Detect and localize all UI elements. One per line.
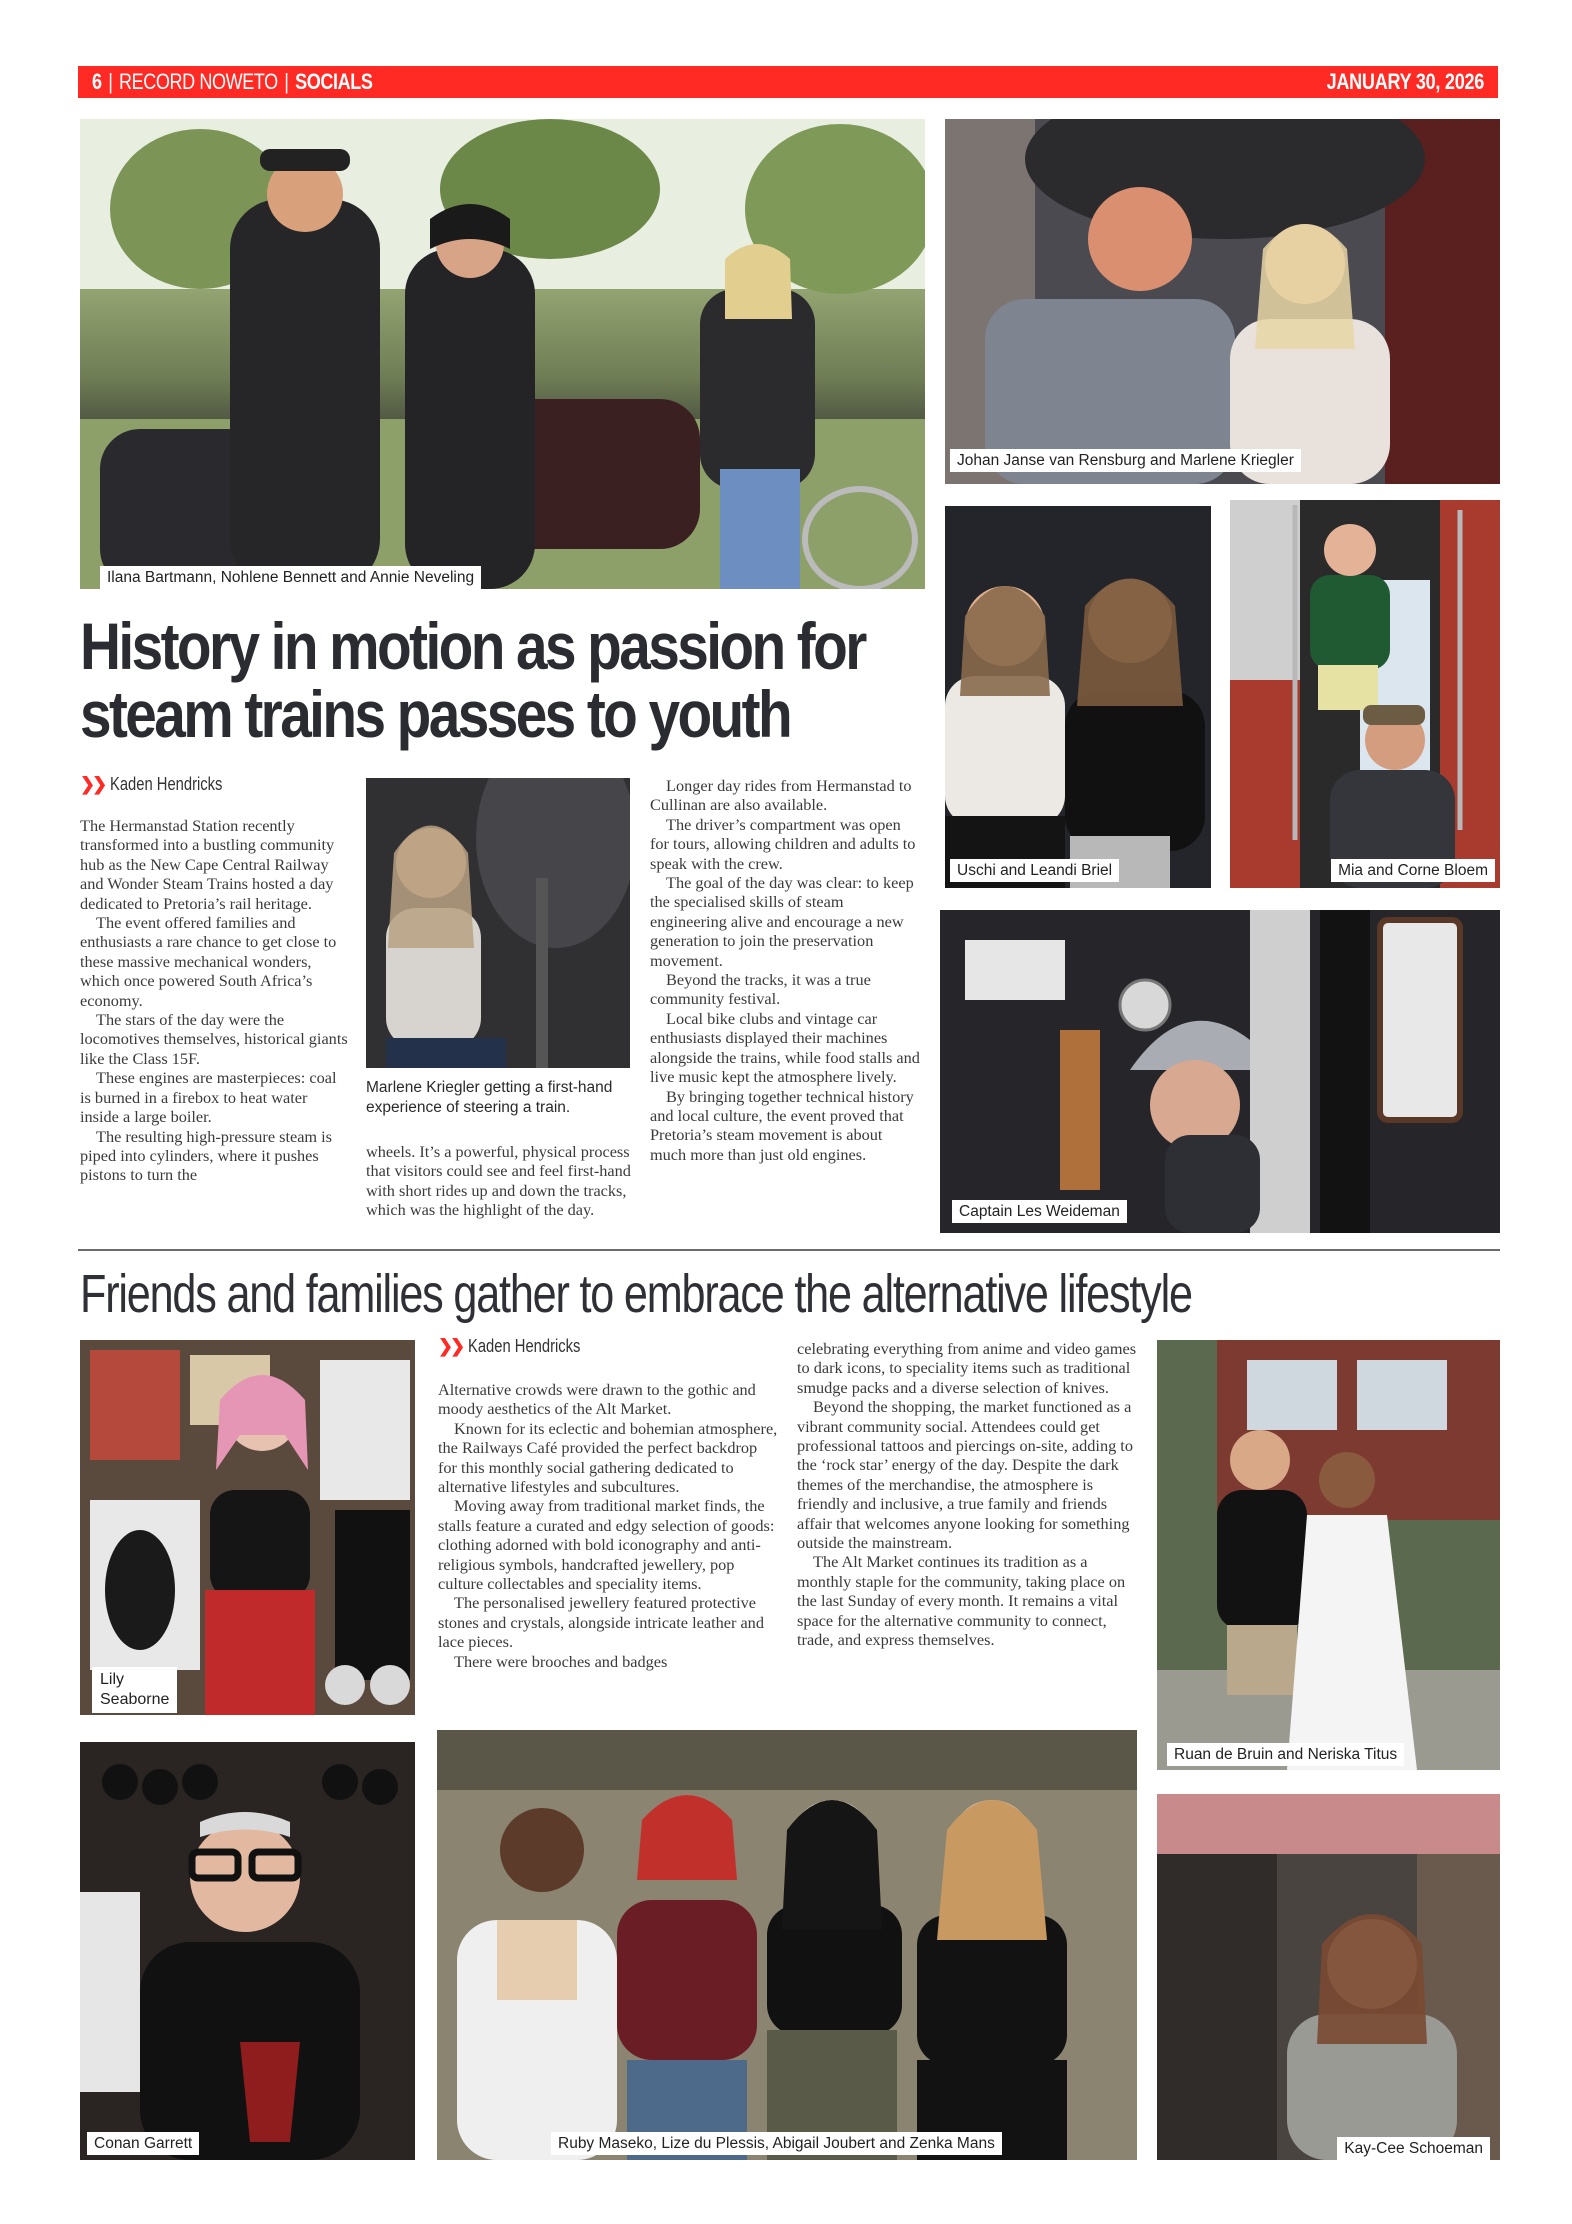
lily-illustration bbox=[80, 1340, 415, 1715]
paragraph: The goal of the day was clear: to keep the specialised skills of steam engineering alive and encourage a new generation to join the preservation movement. bbox=[650, 873, 914, 970]
caption-marlene-steering: Marlene Kriegler getting a first-hand experience of steering a train. bbox=[366, 1079, 613, 1116]
page-header-bar bbox=[78, 66, 1498, 98]
paragraph: Alternative crowds were drawn to the gothic and moody aesthetics of the Alt Market. bbox=[438, 1380, 756, 1419]
paragraph: Longer day rides from Hermanstad to Cullinan are also available. bbox=[650, 776, 912, 815]
paragraph: The event offered families and enthusiasts a rare chance to get close to these massive mechanical wonders, which once powered South Africa’s economy. bbox=[80, 913, 337, 1010]
issue-date: JANUARY 30, 2026 bbox=[1326, 69, 1484, 94]
paragraph: By bringing together technical history and local culture, the event proved that Pretoria’s steam movement is about much more than just old engines. bbox=[650, 1086, 914, 1164]
photo-group bbox=[437, 1730, 1137, 2160]
paragraph: Known for its eclectic and bohemian atmosphere, the Railways Café provided the perfect backdrop for this monthly social gathering dedicated to alternative lifestyles and subcultures. bbox=[438, 1418, 778, 1497]
article1-headline bbox=[80, 609, 940, 751]
article1-col2 bbox=[366, 1142, 638, 1220]
caption-bikers: Ilana Bartmann, Nohlene Bennett and Annie Neveling bbox=[100, 566, 481, 589]
paragraph: celebrating everything from anime and video games to dark icons, to speciality items such as traditional smudge packs and a diverse selection of knives. bbox=[797, 1339, 1137, 1397]
paragraph: The stars of the day were the locomotives themselves, historical giants like the Class 15F. bbox=[80, 1010, 348, 1068]
paragraph: Local bike clubs and vintage car enthusiasts displayed their machines alongside the trains, while food stalls and live music kept the atmosphere lively. bbox=[650, 1008, 920, 1087]
caption-mia-corne: Mia and Corne Bloem bbox=[1331, 859, 1495, 882]
paragraph: The Hermanstad Station recently transformed into a bustling community hub as the New Cape Central Railway and Wonder Steam Trains hosted a day dedicated to Pretoria’s rail heritage. bbox=[80, 816, 335, 913]
paragraph: wheels. It’s a powerful, physical process that visitors could see and feel first-hand with short rides up and down the tracks, which was the highlight of the day. bbox=[366, 1142, 631, 1220]
paragraph: The driver’s compartment was open for tours, allowing children and adults to speak with the crew. bbox=[650, 814, 916, 873]
chevron-right-icon: ❯❯ bbox=[80, 774, 105, 794]
photo-johan-marlene bbox=[945, 119, 1500, 484]
paragraph: Beyond the shopping, the market functioned as a vibrant community social. Attendees could get professional tattoos and piercings on-site, adding to the ‘rock star’ energy of the day. Despite the dark themes of the merchandise, the atmosphere is friendly and inclusive, a true family and friends affair that welcomes anyone looking for something outside the mainstream. bbox=[797, 1397, 1133, 1553]
headline-line-2: steam trains passes to youth bbox=[80, 677, 791, 751]
marlene-illustration bbox=[366, 778, 630, 1068]
headline-line-1: History in motion as passion for bbox=[80, 609, 865, 683]
publication-name: RECORD NOWETO bbox=[119, 69, 278, 94]
paragraph: The Alt Market continues its tradition as a monthly staple for the community, taking place on the last Sunday of every month. It remains a vital space for the alternative community to connect, trade, and express themselves. bbox=[797, 1552, 1126, 1650]
uschi-illustration bbox=[945, 506, 1211, 888]
caption-kaycee: Kay-Cee Schoeman bbox=[1337, 2137, 1490, 2160]
mia-illustration bbox=[1230, 500, 1500, 888]
paragraph: There were brooches and badges bbox=[454, 1651, 668, 1671]
article1-byline: ❯❯ Kaden Hendricks bbox=[80, 774, 223, 794]
caption-captain: Captain Les Weideman bbox=[952, 1200, 1127, 1223]
article2-byline: ❯❯ Kaden Hendricks bbox=[438, 1336, 581, 1356]
caption-group: Ruby Maseko, Lize du Plessis, Abigail Joubert and Zenka Mans bbox=[551, 2132, 1002, 2155]
caption-ruan-neriska: Ruan de Bruin and Neriska Titus bbox=[1167, 1743, 1404, 1766]
bikers-illustration bbox=[80, 119, 925, 589]
photo-uschi-leandi bbox=[945, 506, 1211, 888]
article1-col1 bbox=[80, 816, 350, 1185]
article2-col1 bbox=[438, 1380, 778, 1671]
section-name: SOCIALS bbox=[295, 69, 373, 94]
caption-conan: Conan Garrett bbox=[87, 2132, 199, 2155]
ruan-illustration bbox=[1157, 1340, 1500, 1770]
captain-illustration bbox=[940, 910, 1500, 1233]
photo-mia-corne bbox=[1230, 500, 1500, 888]
group-illustration bbox=[437, 1730, 1137, 2160]
section-divider bbox=[78, 1249, 1500, 1251]
photo-ruan-neriska bbox=[1157, 1340, 1500, 1770]
caption-johan-marlene: Johan Janse van Rensburg and Marlene Kriegler bbox=[950, 449, 1301, 472]
photo-captain bbox=[940, 910, 1500, 1233]
paragraph: Moving away from traditional market finds, the stalls feature a curated and edgy selection of goods: clothing adorned with bold iconography and anti-religious symbols, handcrafted jewellery, pop culture collectables and speciality items. bbox=[438, 1496, 775, 1594]
caption-uschi-leandi: Uschi and Leandi Briel bbox=[950, 859, 1119, 882]
article2-col2 bbox=[797, 1339, 1137, 1650]
article2-headline: Friends and families gather to embrace the alternative lifestyle bbox=[80, 1264, 1192, 1324]
photo-marlene-steering bbox=[366, 778, 630, 1068]
paragraph: Beyond the tracks, it was a true community festival. bbox=[650, 970, 871, 1009]
photo-kaycee bbox=[1157, 1794, 1500, 2160]
photo-conan bbox=[80, 1742, 415, 2160]
chevron-right-icon: ❯❯ bbox=[438, 1336, 463, 1356]
article1-col3 bbox=[650, 776, 920, 1164]
photo-lily bbox=[80, 1340, 415, 1715]
johan-illustration bbox=[945, 119, 1500, 484]
page-number: 6 bbox=[92, 69, 102, 94]
caption-lily: Lily Seaborne bbox=[92, 1667, 177, 1713]
paragraph: These engines are masterpieces: coal is burned in a firebox to heat water inside a large boiler. bbox=[80, 1068, 337, 1127]
paragraph: The personalised jewellery featured protective stones and crystals, alongside intricate leather and lace pieces. bbox=[438, 1593, 764, 1652]
conan-illustration bbox=[80, 1742, 415, 2160]
kaycee-illustration bbox=[1157, 1794, 1500, 2160]
paragraph: The resulting high-pressure steam is piped into cylinders, where it pushes pistons to turn the bbox=[80, 1126, 333, 1185]
photo-bikers bbox=[80, 119, 925, 589]
header-left: 6 | RECORD NOWETO | SOCIALS bbox=[92, 69, 373, 94]
